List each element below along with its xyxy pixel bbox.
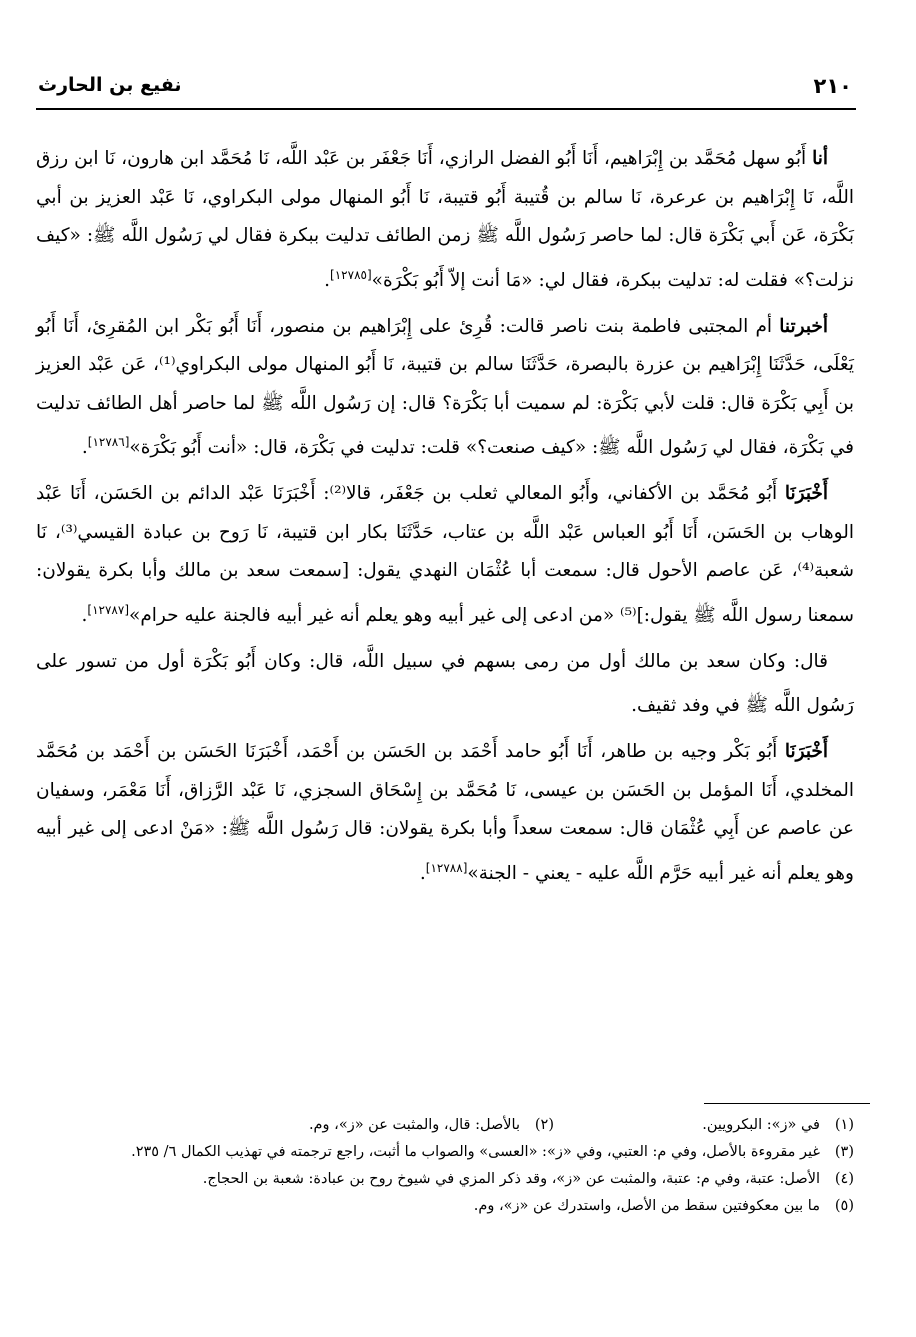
footnote-number: (٣) — [834, 1144, 854, 1160]
footnote-separator — [704, 1103, 870, 1104]
main-text — [36, 140, 854, 900]
transmission-opening: أخبرتنا — [779, 315, 828, 337]
reference-number: [١٢٧٨٦] — [87, 435, 130, 450]
reference-number: [١٢٧٨٧] — [87, 602, 130, 617]
footnote-text: في «ز»: البكرويين. — [702, 1117, 820, 1133]
footnote-row — [60, 1112, 854, 1139]
footnotes — [60, 1112, 854, 1220]
page-number: ٢١٠ — [813, 74, 852, 98]
footnote-text: ما بين معكوفتين سقط من الأصل، واستدرك عن «ز»، وم. — [473, 1198, 820, 1214]
paragraph-text: قال: وكان سعد بن مالك أول من رمى بسهم في سبيل اللَّه، قال: وكان أَبُو بَكْرَة أول من تسور على رَسُول اللَّه ﷺ في وفد ثقيف. — [36, 650, 854, 717]
footnote-number: (٥) — [834, 1198, 854, 1214]
footnote-2 — [254, 1112, 554, 1139]
footnote-3 — [60, 1139, 854, 1166]
paragraph: أخبرتنا أم المجتبى فاطمة بنت ناصر قالت: قُرِئ على إِبْرَاهيم بن منصور، أَنَا أَبُو بَكْر ابن المُقرِئ، أَنَا أَبُو يَعْلَى، حَدَّثَنَا إِبْرَاهيم بن عزرة بالبصرة، حَدَّثَنَا سالم بن قتيبة، نَا أَبُو المنهال مولى البكراوي⁽¹⁾، عَن عَبْد العزيز بن أَبِي بَكْرَة قال: قلت لأبي بَكْرَة: لم سميت أبا بَكْرَة؟ قال: إن رَسُول اللَّه ﷺ لما حاصر أهل الطائف تدليت في بَكْرَة، فقال لي رَسُول اللَّه ﷺ: «كيف صنعت؟» قلت: تدليت في بَكْرَة، قال: «أنت أَبُو بَكْرَة»[١٢٧٨٦]. — [36, 315, 854, 459]
footnote-4 — [60, 1166, 854, 1193]
transmission-opening: أنا — [812, 148, 828, 169]
footnote-number: (٤) — [834, 1171, 854, 1187]
footnote-1 — [554, 1112, 854, 1139]
paragraph — [36, 643, 854, 726]
transmission-opening: أَخْبَرَنَا — [784, 483, 829, 505]
paragraph: أنا أَبُو سهل مُحَمَّد بن إِبْرَاهيم، أَنَا أَبُو الفضل الرازي، أَنَا جَعْفَر بن عَبْد اللَّه، نَا مُحَمَّد ابن هارون، نَا ابن رزق اللَّه، نَا إِبْرَاهيم بن عرعرة، نَا سالم بن قُتيبة أَبُو قتيبة، نَا أَبُو المنهال مولى البكراوي، نَا عَبْد العزيز بن أبي بَكْرَة، عَن أَبي بَكْرَة قال: لما حاصر رَسُول اللَّه ﷺ زمن الطائف تدليت ببكرة فقال لي رَسُول اللَّه ﷺ: «كيف نزلت؟» فقلت له: تدليت ببكرة، فقال لي: «مَا أنت إلاّ أَبُو بَكْرَة»[١٢٧٨٥]. — [36, 148, 854, 291]
paragraph-text: أم المجتبى فاطمة بنت ناصر قالت: قُرِئ على إِبْرَاهيم بن منصور، أَنَا أَبُو بَكْر ابن المُقرِئ، أَنَا أَبُو يَعْلَى، حَدَّثَنَا إِبْرَاهيم بن عزرة بالبصرة، حَدَّثَنَا سالم بن قتيبة، نَا أَبُو المنهال مولى البكراوي⁽¹⁾، عَن عَبْد العزيز بن أَبِي بَكْرَة قال: قلت لأبي بَكْرَة: لم سميت أبا بَكْرَة؟ قال: إن رَسُول اللَّه ﷺ لما حاصر أهل الطائف تدليت في بَكْرَة، فقال لي رَسُول اللَّه ﷺ: «كيف صنعت؟» قلت: تدليت في بَكْرَة، قال: «أنت أَبُو بَكْرَة» — [36, 315, 854, 459]
reference-number: [١٢٧٨٥] — [330, 267, 372, 282]
footnote-text: غير مقروءة بالأصل، وفي م: العتبي، وفي «ز»: «العسى» والصواب ما أثبت، راجع ترجمته في تهذيب الكمال ٦/ ٢٣٥. — [131, 1144, 820, 1160]
footnote-number: (١) — [834, 1117, 854, 1133]
footnote-number: (٢) — [534, 1117, 554, 1133]
paragraph: أَخْبَرَنَا أَبُو مُحَمَّد بن الأكفاني، وأَبُو المعالي ثعلب بن جَعْفَر، قالا⁽²⁾: أَخْبَرَنَا عَبْد الدائم بن الحَسَن، أَنَا عَبْد الوهاب بن الحَسَن، أَنَا أَبُو العباس عَبْد اللَّه بن عتاب، حَدَّثَنَا بكار ابن قتيبة، نَا رَوح بن عبادة القيسي⁽³⁾، نَا شعبة⁽⁴⁾، عَن عاصم الأحول قال: سمعت أبا عُثْمَان النهدي يقول: [سمعت سعد بن مالك وأبا بكرة يقولان: سمعنا رسول اللَّه ﷺ يقول:]⁽⁵⁾ «من ادعى إلى غير أبيه وهو يعلم أنه غير أبيه فالجنة عليه حرام»[١٢٧٨٧]. — [36, 483, 854, 626]
paragraph-text: أَبُو مُحَمَّد بن الأكفاني، وأَبُو المعالي ثعلب بن جَعْفَر، قالا⁽²⁾: أَخْبَرَنَا عَبْد الدائم بن الحَسَن، أَنَا عَبْد الوهاب بن الحَسَن، أَنَا أَبُو العباس عَبْد اللَّه بن عتاب، حَدَّثَنَا بكار ابن قتيبة، نَا رَوح بن عبادة القيسي⁽³⁾، نَا شعبة⁽⁴⁾، عَن عاصم الأحول قال: سمعت أبا عُثْمَان النهدي يقول: [سمعت سعد بن مالك وأبا بكرة يقولان: سمعنا رسول اللَّه ﷺ يقول:]⁽⁵⁾ «من ادعى إلى غير أبيه وهو يعلم أنه غير أبيه فالجنة عليه حرام» — [36, 483, 854, 626]
running-title: نفيع بن الحارث — [38, 74, 182, 96]
reference-number: [١٢٧٨٨] — [425, 860, 468, 875]
page-header — [36, 62, 856, 110]
footnote-text: بالأصل: قال، والمثبت عن «ز»، وم. — [308, 1117, 520, 1133]
footnote-text: الأصل: عتبة، وفي م: عتبة، والمثبت عن «ز»، وقد ذكر المزي في شيوخ روح بن عبادة: شعبة بن الحجاج. — [202, 1171, 820, 1187]
transmission-opening: أَخْبَرَنَا — [784, 740, 828, 762]
footnote-5 — [60, 1193, 854, 1220]
paragraph: أَخْبَرَنَا أَبُو بَكْر وجيه بن طاهر، أَنَا أَبُو حامد أَحْمَد بن الحَسَن بن أَحْمَد، أَخْبَرَنَا الحَسَن بن أَحْمَد بن مُحَمَّد المخلدي، أَنَا المؤمل بن الحَسَن بن عيسى، نَا مُحَمَّد بن إِسْحَاق السجزي، نَا عَبْد الرَّزاق، أَنَا مَعْمَر، وسفيان عن عاصم عن أَبِي عُثْمَان قال: سمعت سعداً وأبا بكرة يقولان: قال رَسُول اللَّه ﷺ: «مَنْ ادعى إلى غير أبيه وهو يعلم أنه غير أبيه حَرَّم اللَّه عليه - يعني - الجنة»[١٢٧٨٨]. — [36, 740, 854, 884]
paragraph-text: أَبُو سهل مُحَمَّد بن إِبْرَاهيم، أَنَا أَبُو الفضل الرازي، أَنَا جَعْفَر بن عَبْد اللَّه، نَا مُحَمَّد ابن هارون، نَا ابن رزق اللَّه، نَا إِبْرَاهيم بن عرعرة، نَا سالم بن قُتيبة أَبُو قتيبة، نَا أَبُو المنهال مولى البكراوي، نَا عَبْد العزيز بن أبي بَكْرَة، عَن أَبي بَكْرَة قال: لما حاصر رَسُول اللَّه ﷺ زمن الطائف تدليت ببكرة فقال لي رَسُول اللَّه ﷺ: «كيف نزلت؟» فقلت له: تدليت ببكرة، فقال لي: «مَا أنت إلاّ أَبُو بَكْرَة» — [36, 148, 854, 291]
paragraph-text: أَبُو بَكْر وجيه بن طاهر، أَنَا أَبُو حامد أَحْمَد بن الحَسَن بن أَحْمَد، أَخْبَرَنَا الحَسَن بن أَحْمَد بن مُحَمَّد المخلدي، أَنَا المؤمل بن الحَسَن بن عيسى، نَا مُحَمَّد بن إِسْحَاق السجزي، نَا عَبْد الرَّزاق، أَنَا مَعْمَر، وسفيان عن عاصم عن أَبِي عُثْمَان قال: سمعت سعداً وأبا بكرة يقولان: قال رَسُول اللَّه ﷺ: «مَنْ ادعى إلى غير أبيه وهو يعلم أنه غير أبيه حَرَّم اللَّه عليه - يعني - الجنة» — [36, 740, 854, 884]
